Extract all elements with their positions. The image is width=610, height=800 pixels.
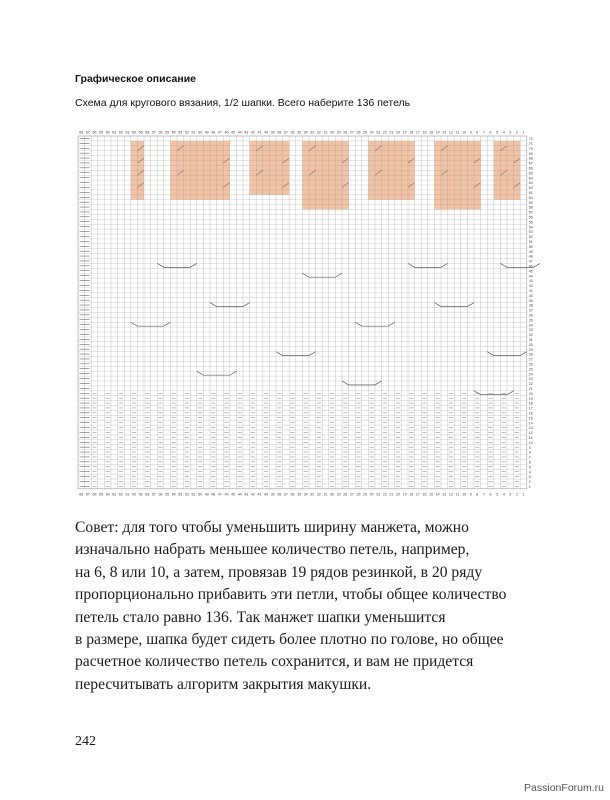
column-label-bottom: 11 (455, 492, 460, 497)
row-label: 3 (528, 475, 531, 480)
column-label-bottom: 37 (283, 492, 288, 497)
column-label-bottom: 42 (250, 492, 255, 497)
column-label-bottom: 66 (92, 492, 97, 497)
row-label: 70 (528, 146, 533, 151)
column-label-top: 44 (237, 130, 242, 135)
row-label: 56 (528, 215, 533, 220)
advice-paragraph (75, 517, 535, 696)
column-label-bottom: 17 (415, 492, 420, 497)
column-label-bottom: 13 (442, 492, 447, 497)
column-label-bottom: 54 (171, 492, 176, 497)
row-label: 60 (528, 195, 533, 200)
column-label-bottom: 35 (297, 492, 302, 497)
column-label-top: 39 (270, 130, 275, 135)
column-label-top: 12 (448, 130, 453, 135)
row-label: 62 (528, 186, 533, 191)
column-label-bottom: 4 (502, 492, 505, 497)
column-label-top: 36 (290, 130, 295, 135)
column-label-top: 54 (171, 130, 176, 135)
row-label: 12 (528, 431, 533, 436)
advice-line: в размере, шапка будет сидеть более плотно по голове, но общее (75, 631, 504, 649)
column-label-top: 52 (184, 130, 189, 135)
column-label-bottom: 38 (277, 492, 282, 497)
advice-line: пересчитывать алгоритм закрытия макушки. (75, 675, 372, 693)
column-label-top: 23 (376, 130, 381, 135)
row-label: 53 (528, 230, 533, 235)
column-label-top: 53 (178, 130, 183, 135)
row-label: 33 (528, 328, 533, 333)
chart-caption: Схема для кругового вязания, 1/2 шапки. Всего наберите 136 петель (75, 97, 411, 109)
column-label-top: 65 (99, 130, 104, 135)
column-label-top: 7 (482, 130, 485, 135)
column-label-bottom: 36 (290, 492, 295, 497)
row-label: 9 (528, 445, 531, 450)
row-label: 63 (528, 181, 533, 186)
row-label: 44 (528, 274, 533, 279)
row-label: 4 (528, 470, 531, 475)
column-label-top: 31 (323, 130, 328, 135)
column-label-top: 24 (369, 130, 374, 135)
column-label-top: 55 (165, 130, 170, 135)
column-label-top: 43 (244, 130, 249, 135)
row-label: 27 (528, 357, 533, 362)
row-label: 71 (528, 142, 533, 146)
column-label-bottom: 19 (402, 492, 407, 497)
column-label-top: 5 (496, 130, 499, 135)
row-label: 45 (528, 269, 533, 274)
column-label-bottom: 2 (515, 492, 518, 497)
column-label-top: 19 (402, 130, 407, 135)
column-label-top: 25 (363, 130, 368, 135)
column-label-top: 21 (389, 130, 394, 135)
row-label: 35 (528, 318, 533, 323)
row-label: 31 (528, 338, 533, 342)
row-label: 24 (528, 372, 533, 377)
advice-line: расчетное количество петель сохранится, и вам не придется (75, 653, 474, 671)
column-label-bottom: 44 (237, 492, 242, 497)
column-label-top: 32 (316, 130, 321, 135)
row-label: 49 (528, 249, 533, 254)
column-label-bottom: 24 (369, 492, 374, 497)
column-label-bottom: 1 (522, 492, 525, 497)
row-label: 68 (528, 156, 533, 161)
column-label-top: 33 (310, 130, 315, 135)
column-label-top: 18 (409, 130, 414, 135)
column-label-top: 6 (489, 130, 492, 135)
column-label-top: 11 (455, 130, 460, 135)
row-label: 15 (528, 416, 533, 421)
column-label-top: 40 (264, 130, 269, 135)
column-label-bottom: 31 (323, 492, 328, 497)
row-label: 42 (528, 284, 533, 289)
column-label-bottom: 67 (85, 492, 90, 497)
column-label-bottom: 20 (396, 492, 401, 497)
column-label-top: 63 (112, 130, 117, 135)
column-label-top: 30 (330, 130, 335, 135)
column-label-bottom: 26 (356, 492, 361, 497)
page-number: 242 (75, 734, 96, 749)
row-label: 30 (528, 342, 533, 347)
row-label: 32 (528, 333, 533, 338)
row-label: 52 (528, 235, 533, 240)
row-label: 17 (528, 406, 533, 411)
column-label-bottom: 21 (389, 492, 394, 497)
column-label-top: 62 (118, 130, 123, 135)
section-heading: Графическое описание (75, 73, 197, 85)
column-label-top: 13 (442, 130, 447, 135)
row-label: 18 (528, 401, 533, 406)
column-label-top: 15 (429, 130, 434, 135)
row-label: 66 (528, 166, 533, 171)
column-label-top: 27 (349, 130, 354, 135)
row-label: 34 (528, 323, 533, 328)
row-label: 54 (528, 225, 533, 230)
column-label-bottom: 23 (376, 492, 381, 497)
knitting-chart (74, 126, 554, 498)
column-label-top: 60 (132, 130, 137, 135)
column-label-top: 35 (297, 130, 302, 135)
column-label-top: 14 (435, 130, 440, 135)
column-label-bottom: 10 (462, 492, 467, 497)
column-label-bottom: 47 (217, 492, 222, 497)
column-label-top: 34 (303, 130, 308, 135)
column-label-bottom: 57 (151, 492, 156, 497)
column-label-bottom: 45 (231, 492, 236, 497)
column-label-top: 16 (422, 130, 427, 135)
column-label-top: 8 (476, 130, 479, 135)
column-label-bottom: 48 (211, 492, 216, 497)
column-label-bottom: 34 (303, 492, 308, 497)
row-label: 22 (528, 382, 533, 387)
advice-line: изначально набрать меньшее количество петель, например, (75, 541, 470, 559)
advice-line: Совет: для того чтобы уменьшить ширину манжета, можно (75, 519, 469, 536)
row-label: 38 (528, 303, 533, 308)
row-label: 1 (528, 485, 531, 489)
watermark: PassionForum.ru (524, 782, 604, 794)
row-label: 41 (528, 289, 533, 293)
advice-line: пропорционально прибавить эти петли, чтобы общее количество (75, 586, 507, 604)
column-label-top: 61 (125, 130, 130, 135)
column-label-top: 26 (356, 130, 361, 135)
row-label: 43 (528, 279, 533, 284)
row-label: 40 (528, 293, 533, 298)
column-label-bottom: 30 (330, 492, 335, 497)
row-label: 61 (528, 191, 533, 195)
column-label-bottom: 63 (112, 492, 117, 497)
column-label-bottom: 27 (349, 492, 354, 497)
column-label-top: 3 (509, 130, 512, 135)
column-label-top: 37 (283, 130, 288, 135)
column-label-top: 28 (343, 130, 348, 135)
column-label-top: 58 (145, 130, 150, 135)
column-label-top: 57 (151, 130, 156, 135)
column-label-bottom: 28 (343, 492, 348, 497)
row-label: 11 (528, 436, 533, 440)
column-label-bottom: 68 (79, 492, 84, 497)
column-label-bottom: 33 (310, 492, 315, 497)
row-label: 67 (528, 161, 533, 166)
column-label-top: 22 (382, 130, 387, 135)
column-label-bottom: 43 (244, 492, 249, 497)
row-label: 65 (528, 171, 533, 176)
column-label-top: 51 (191, 130, 196, 135)
row-label: 36 (528, 313, 533, 318)
column-label-top: 17 (415, 130, 420, 135)
column-label-top: 20 (396, 130, 401, 135)
column-label-top: 64 (105, 130, 110, 135)
column-label-bottom: 64 (105, 492, 110, 497)
row-label: 37 (528, 308, 533, 313)
column-label-top: 2 (515, 130, 518, 135)
row-label: 72 (528, 137, 533, 142)
column-label-bottom: 55 (165, 492, 170, 497)
column-label-bottom: 52 (184, 492, 189, 497)
row-label: 8 (528, 450, 531, 455)
column-label-bottom: 61 (125, 492, 130, 497)
column-label-top: 1 (522, 130, 525, 135)
column-label-bottom: 22 (382, 492, 387, 497)
column-label-bottom: 16 (422, 492, 427, 497)
column-label-bottom: 15 (429, 492, 434, 497)
column-label-bottom: 41 (257, 492, 262, 497)
column-label-bottom: 5 (496, 492, 499, 497)
advice-line: на 6, 8 или 10, а затем, провязав 19 рядов резинкой, в 20 ряду (75, 563, 483, 581)
column-label-top: 10 (462, 130, 467, 135)
column-label-top: 48 (211, 130, 216, 135)
column-label-bottom: 56 (158, 492, 163, 497)
column-label-top: 45 (231, 130, 236, 135)
row-label: 46 (528, 264, 533, 269)
column-label-bottom: 46 (224, 492, 229, 497)
column-label-top: 67 (85, 130, 90, 135)
row-label: 39 (528, 298, 533, 303)
column-label-top: 4 (502, 130, 505, 135)
column-label-top: 66 (92, 130, 97, 135)
row-label: 69 (528, 151, 533, 156)
column-label-bottom: 59 (138, 492, 143, 497)
column-label-bottom: 12 (448, 492, 453, 497)
column-label-bottom: 51 (191, 492, 196, 497)
row-label: 14 (528, 421, 533, 426)
row-label: 10 (528, 440, 533, 445)
column-label-bottom: 14 (435, 492, 440, 497)
column-label-top: 41 (257, 130, 262, 135)
column-label-top: 9 (469, 130, 472, 135)
row-label: 59 (528, 200, 533, 205)
row-label: 50 (528, 244, 533, 249)
column-label-bottom: 58 (145, 492, 150, 497)
column-label-top: 68 (79, 130, 84, 135)
column-label-bottom: 8 (476, 492, 479, 497)
row-label: 16 (528, 411, 533, 416)
column-label-top: 49 (204, 130, 209, 135)
column-label-top: 59 (138, 130, 143, 135)
column-label-bottom: 32 (316, 492, 321, 497)
column-label-bottom: 18 (409, 492, 414, 497)
row-label: 5 (528, 465, 531, 470)
row-label: 58 (528, 205, 533, 210)
row-label: 6 (528, 460, 531, 465)
row-label: 13 (528, 426, 533, 431)
column-label-bottom: 25 (363, 492, 368, 497)
row-label: 55 (528, 220, 533, 225)
row-label: 2 (528, 480, 531, 485)
column-label-top: 46 (224, 130, 229, 135)
row-label: 20 (528, 391, 533, 396)
advice-line: петель стало равно 136. Так манжет шапки уменьшится (75, 608, 446, 626)
row-label: 57 (528, 210, 533, 215)
row-label: 28 (528, 352, 533, 357)
column-label-bottom: 53 (178, 492, 183, 497)
column-label-bottom: 65 (99, 492, 104, 497)
column-label-top: 29 (336, 130, 341, 135)
column-label-bottom: 7 (482, 492, 485, 497)
column-label-bottom: 62 (118, 492, 123, 497)
column-label-bottom: 60 (132, 492, 137, 497)
column-label-top: 56 (158, 130, 163, 135)
column-label-top: 50 (198, 130, 203, 135)
column-label-top: 47 (217, 130, 222, 135)
row-label: 7 (528, 455, 531, 460)
row-label: 19 (528, 396, 533, 401)
column-label-bottom: 40 (264, 492, 269, 497)
column-label-bottom: 9 (469, 492, 472, 497)
row-label: 21 (528, 387, 533, 391)
row-label: 25 (528, 367, 533, 372)
column-label-bottom: 6 (489, 492, 492, 497)
knitting-chart-svg (74, 126, 554, 498)
row-label: 26 (528, 362, 533, 367)
column-label-bottom: 39 (270, 492, 275, 497)
column-label-top: 38 (277, 130, 282, 135)
row-label: 48 (528, 254, 533, 259)
row-label: 29 (528, 347, 533, 352)
row-label: 51 (528, 240, 533, 244)
column-label-bottom: 3 (509, 492, 512, 497)
column-label-bottom: 50 (198, 492, 203, 497)
row-label: 23 (528, 377, 533, 382)
row-label: 47 (528, 259, 533, 264)
column-label-bottom: 49 (204, 492, 209, 497)
column-label-bottom: 29 (336, 492, 341, 497)
row-label: 64 (528, 176, 533, 181)
column-label-top: 42 (250, 130, 255, 135)
